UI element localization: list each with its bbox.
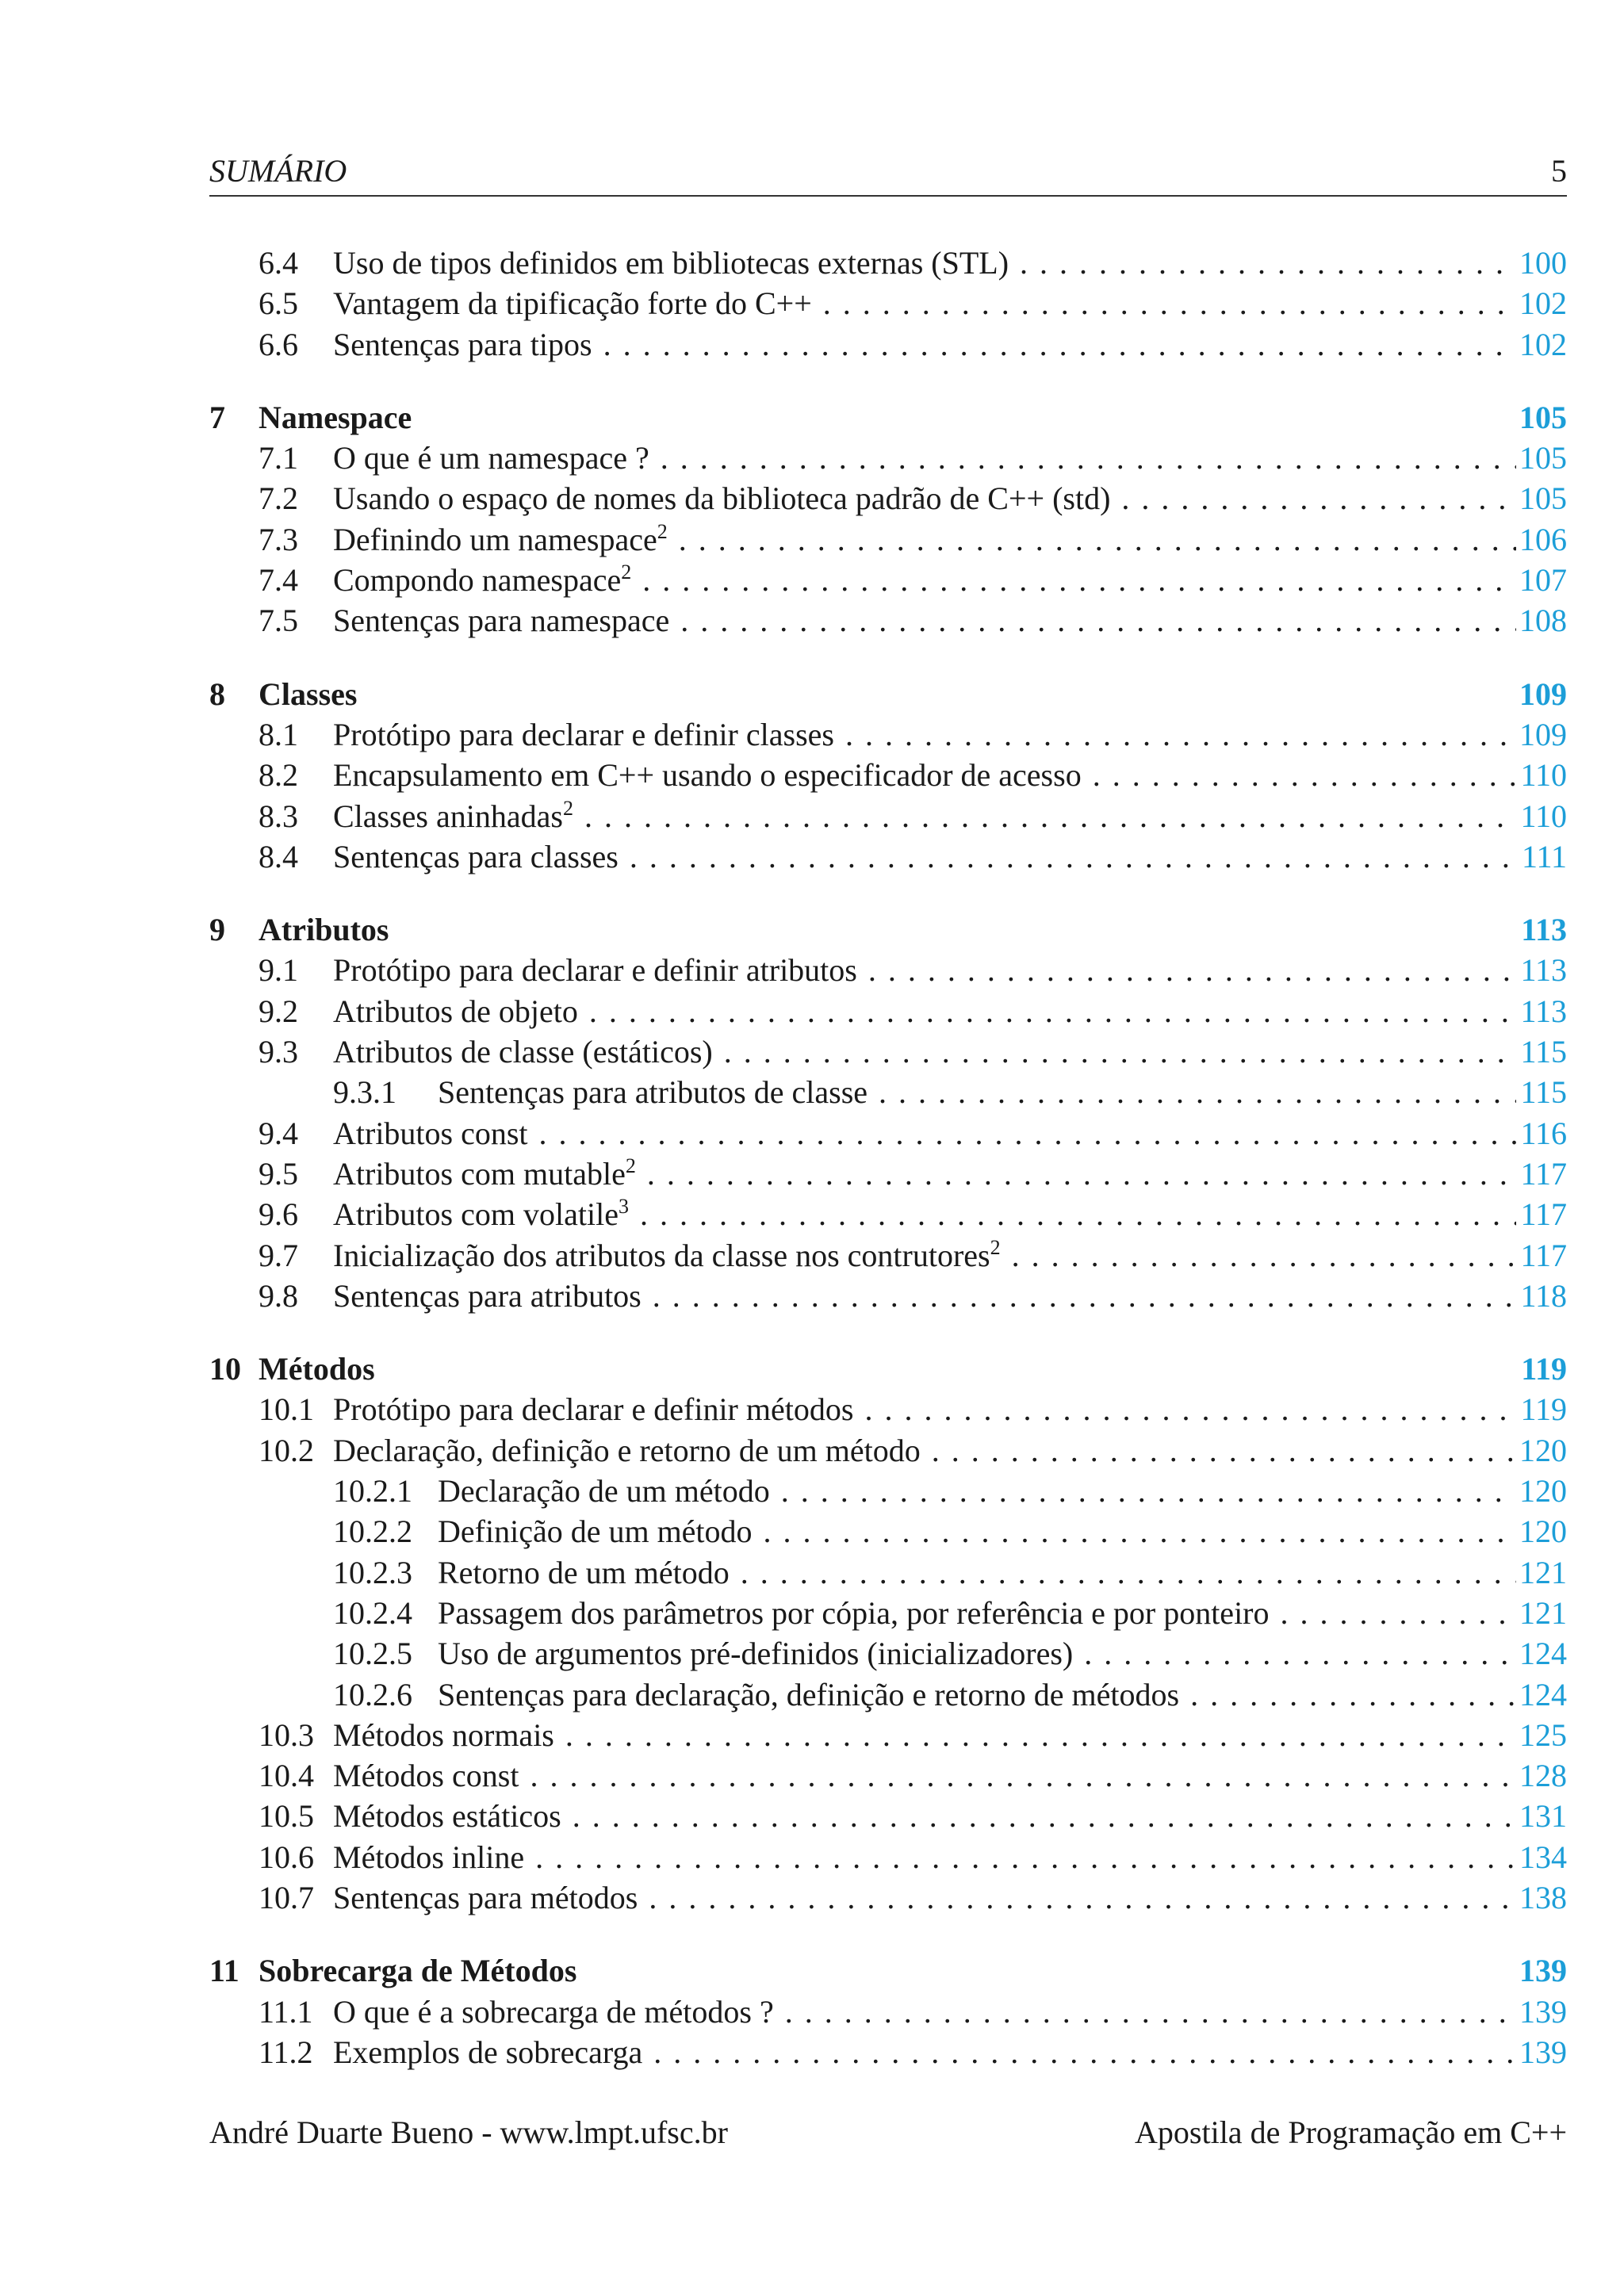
dot-leader [864,1389,1516,1429]
toc-entry-title-text: O que é a sobrecarga de métodos ? [333,1993,774,2030]
toc-entry-title[interactable] [438,1674,1179,1715]
dot-leader [1190,1674,1516,1715]
toc-page-link[interactable]: 113 [1521,912,1567,948]
toc-page-link[interactable]: 119 [1521,1351,1567,1387]
toc-entry-number: 7 [209,399,225,435]
toc-page-link[interactable]: 108 [1519,603,1567,639]
toc-entry-title-text: Compondo namespace [333,562,622,599]
toc-entry-number: 10.2.1 [333,1473,412,1510]
toc-page-link[interactable]: 134 [1519,1839,1567,1875]
toc-page-link[interactable]: 139 [1519,2034,1567,2070]
toc-entry-title[interactable] [333,438,649,478]
toc-entry-title-text: Métodos estáticos [333,1798,561,1835]
toc-page-link[interactable]: 124 [1519,1676,1567,1712]
dot-leader [535,1837,1516,1877]
toc-entry-title[interactable] [333,714,834,755]
dot-leader [1093,755,1516,795]
toc-entry-title-text: Sentenças para classes [333,838,619,874]
toc-entry-number: 8.1 [259,716,298,752]
toc-entry-title-text: O que é um namespace ? [333,440,649,476]
dot-leader [741,1552,1516,1593]
toc-entry-title-text: Métodos const [333,1758,519,1794]
toc-entry-title-text: Atributos [259,912,389,948]
toc-page-link[interactable]: 110 [1520,757,1567,794]
toc-section-entry[interactable] [209,950,1567,990]
toc-entry-title-text: Sentenças para tipos [333,326,592,362]
toc-section-entry[interactable] [209,560,1567,600]
toc-entry-title[interactable] [333,1755,519,1796]
toc-page-link[interactable]: 138 [1519,1879,1567,1915]
toc-subsection-entry[interactable] [209,1633,1567,1674]
toc-entry-title[interactable] [333,1796,561,1836]
toc-page-link[interactable]: 139 [1519,1953,1567,1989]
toc-section-entry[interactable] [209,1113,1567,1154]
toc-entry-number: 8.2 [259,757,298,794]
footnote-marker: 3 [618,1195,629,1219]
toc-entry-title[interactable] [333,324,592,365]
toc-entry-number: 9.1 [259,952,298,989]
dot-leader [573,1796,1516,1836]
dot-leader [630,836,1516,877]
toc-page-link[interactable]: 105 [1519,440,1567,476]
toc-entry-title[interactable] [259,1349,375,1389]
dot-leader [589,991,1516,1031]
toc-entry-title[interactable] [438,1072,868,1112]
toc-section-entry[interactable] [209,1796,1567,1836]
toc-entry-number: 11.2 [259,2034,313,2070]
toc-entry-number: 9.5 [259,1155,298,1192]
toc-section-entry[interactable] [209,1276,1567,1316]
dot-leader [823,283,1516,323]
dot-leader [653,2032,1516,2072]
toc-entry-title-text: Protótipo para declarar e definir classes [333,716,834,752]
toc-entry-number: 10.3 [259,1716,314,1753]
toc-page-link[interactable]: 117 [1520,1196,1567,1233]
toc-page-link[interactable]: 113 [1520,993,1567,1029]
toc-page-link[interactable]: 116 [1520,1115,1567,1151]
toc-section-entry[interactable] [209,283,1567,323]
toc-entry-title-text: Vantagem da tipificação forte do C++ [333,285,812,322]
toc-page-link[interactable]: 102 [1519,326,1567,362]
toc-page-link[interactable]: 111 [1521,838,1567,874]
dot-leader [653,1276,1516,1316]
toc-entry-title[interactable] [438,1593,1270,1633]
toc-section-entry[interactable] [209,1389,1567,1429]
toc-entry-title[interactable] [333,1430,921,1471]
toc-page-link[interactable]: 117 [1520,1237,1567,1273]
toc-entry-number: 6.5 [259,285,298,322]
dot-leader [781,1471,1516,1511]
toc-entry-title-text: Sentenças para métodos [333,1879,638,1915]
toc-entry-title[interactable] [259,674,357,714]
toc-page-link[interactable]: 105 [1519,399,1567,435]
toc-entry-title-text: Sentenças para declaração, definição e retorno de métodos [438,1676,1180,1712]
toc-entry-number: 10.2.6 [333,1676,412,1712]
dot-leader [785,1992,1516,2032]
toc-entry-number: 9.7 [259,1237,298,1273]
toc-page-link[interactable]: 110 [1520,798,1567,834]
toc-subsection-entry[interactable] [209,1072,1567,1112]
toc-entry-title[interactable] [333,796,573,836]
toc-entry-title-text: Classes [259,675,358,712]
toc-entry-title-text: Métodos inline [333,1839,525,1875]
dot-leader [932,1430,1516,1471]
toc-entry-number: 10.5 [259,1798,314,1835]
dot-leader [1121,478,1516,519]
toc-entry-title[interactable] [438,1511,753,1552]
footnote-marker: 2 [990,1235,1001,1259]
toc-page-link[interactable]: 106 [1519,521,1567,557]
toc-section-entry[interactable] [209,836,1567,877]
page-header [209,149,1567,197]
toc-page-link[interactable]: 139 [1519,1993,1567,2030]
toc-section-entry[interactable] [209,1992,1567,2032]
toc-section-entry[interactable] [209,1194,1567,1234]
toc-section-entry[interactable] [209,1755,1567,1796]
toc-entry-number: 10.2.3 [333,1554,412,1590]
toc-entry-number: 9.6 [259,1196,298,1233]
dot-leader [679,519,1516,560]
toc-entry-number: 10.2.4 [333,1594,412,1631]
toc-entry-title[interactable] [438,1471,770,1511]
toc-entry-title[interactable] [333,950,857,990]
toc-page-link[interactable]: 102 [1519,285,1567,322]
toc-subsection-entry[interactable] [209,1552,1567,1593]
toc-page-link[interactable]: 131 [1519,1798,1567,1835]
dot-leader [603,324,1516,365]
toc-page-link[interactable]: 120 [1519,1513,1567,1550]
toc-page-link[interactable]: 115 [1520,1034,1567,1070]
toc-entry-title[interactable] [333,1154,636,1194]
table-of-contents [209,243,1567,2072]
toc-chapter-entry[interactable] [209,1349,1567,1389]
toc-entry-number: 8.3 [259,798,298,834]
toc-entry-title-text: Passagem dos parâmetros por cópia, por referência e por ponteiro [438,1594,1270,1631]
toc-subsection-entry[interactable] [209,1593,1567,1633]
dot-leader [530,1755,1516,1796]
toc-entry-title[interactable] [333,1389,853,1429]
toc-entry-number: 9.3.1 [333,1074,396,1111]
toc-page-link[interactable]: 115 [1520,1074,1567,1111]
toc-section-entry[interactable] [209,1877,1567,1918]
toc-entry-title[interactable] [333,519,668,560]
toc-entry-title[interactable] [333,2032,642,2072]
dot-leader [565,1715,1516,1755]
toc-entry-title[interactable] [333,1877,638,1918]
toc-entry-title-text: Encapsulamento em C++ usando o especificador de acesso [333,757,1082,794]
toc-entry-title-text: Sentenças para atributos [333,1277,642,1314]
toc-page-link[interactable]: 118 [1520,1277,1567,1314]
toc-entry-title-text: Uso de tipos definidos em bibliotecas externas (STL) [333,245,1009,281]
toc-entry-title-text: Definindo um namespace [333,521,657,557]
dot-leader [764,1511,1516,1552]
toc-entry-title[interactable] [333,1235,1001,1276]
toc-entry-title[interactable] [333,1194,629,1234]
dot-leader [661,438,1516,478]
dot-leader [1084,1633,1516,1674]
dot-leader [1020,243,1516,283]
toc-entry-title-text: Atributos de objeto [333,993,578,1029]
toc-page-link[interactable]: 124 [1519,1636,1567,1672]
dot-leader [649,1877,1516,1918]
toc-entry-number: 8.4 [259,838,298,874]
toc-subsection-entry[interactable] [209,1674,1567,1715]
toc-entry-title[interactable] [259,397,412,438]
dot-leader [584,796,1516,836]
toc-entry-number: 9 [209,912,225,948]
toc-entry-title[interactable] [333,243,1009,283]
toc-section-entry[interactable] [209,1154,1567,1194]
toc-entry-number: 11 [209,1953,239,1989]
toc-entry-number: 7.3 [259,521,298,557]
toc-entry-title-text: Sentenças para atributos de classe [438,1074,868,1111]
toc-entry-number: 11.1 [259,1993,313,2030]
toc-page-link[interactable]: 105 [1519,480,1567,517]
dot-leader [642,560,1516,600]
toc-entry-title-text: Declaração de um método [438,1473,770,1510]
dot-leader [539,1113,1516,1154]
toc-entry-title[interactable] [333,1992,774,2032]
toc-chapter-entry[interactable] [209,909,1567,950]
toc-section-entry[interactable] [209,478,1567,519]
toc-entry-number: 9.3 [259,1034,298,1070]
toc-entry-title[interactable] [333,1031,713,1072]
toc-entry-number: 7.1 [259,440,298,476]
toc-entry-title[interactable] [333,1715,554,1755]
toc-entry-title[interactable] [333,1837,524,1877]
toc-section-entry[interactable] [209,796,1567,836]
toc-page-link[interactable]: 121 [1519,1594,1567,1631]
toc-entry-title-text: Uso de argumentos pré-definidos (inicializadores) [438,1636,1074,1672]
toc-entry-title-text: Métodos normais [333,1716,554,1753]
toc-chapter-entry[interactable] [209,397,1567,438]
toc-entry-title[interactable] [438,1633,1073,1674]
toc-entry-title[interactable] [333,600,669,641]
toc-entry-number: 6.6 [259,326,298,362]
toc-page-link[interactable]: 100 [1519,245,1567,281]
dot-leader [868,950,1516,990]
toc-page-link[interactable]: 120 [1519,1432,1567,1468]
toc-entry-title[interactable] [333,755,1082,795]
toc-page-link[interactable]: 113 [1520,952,1567,989]
page-number: 5 [1551,153,1567,189]
toc-entry-number: 10.2.2 [333,1513,412,1550]
dot-leader [845,714,1516,755]
toc-entry-title-text: Namespace [259,399,412,435]
toc-entry-title-text: Atributos const [333,1115,528,1151]
toc-entry-title[interactable] [333,560,631,600]
toc-entry-title[interactable] [259,1950,576,1991]
toc-page-link[interactable]: 119 [1520,1391,1567,1428]
toc-section-entry[interactable] [209,243,1567,283]
footer-author: André Duarte Bueno - www.lmpt.ufsc.br [209,2114,728,2150]
toc-entry-title-text: Protótipo para declarar e definir métodos [333,1391,854,1428]
toc-section-entry[interactable] [209,438,1567,478]
dot-leader [647,1154,1516,1194]
toc-entry-number: 10.2.5 [333,1636,412,1672]
toc-entry-title-text: Retorno de um método [438,1554,730,1590]
toc-page-link[interactable]: 128 [1519,1758,1567,1794]
toc-page-link[interactable]: 121 [1519,1554,1567,1590]
toc-entry-title-text: Usando o espaço de nomes da biblioteca padrão de C++ (std) [333,480,1111,517]
toc-entry-number: 9.2 [259,993,298,1029]
toc-chapter-entry[interactable] [209,1950,1567,1991]
toc-entry-number: 10 [209,1351,241,1387]
toc-page-link[interactable]: 117 [1520,1155,1567,1192]
toc-entry-title-text: Definição de um método [438,1513,753,1550]
toc-entry-title-text: Atributos de classe (estáticos) [333,1034,713,1070]
toc-page-link[interactable]: 107 [1519,562,1567,599]
toc-entry-number: 6.4 [259,245,298,281]
footnote-marker: 2 [621,561,632,584]
toc-entry-title[interactable] [333,283,812,323]
toc-section-entry[interactable] [209,519,1567,560]
toc-section-entry[interactable] [209,600,1567,641]
toc-section-entry[interactable] [209,1031,1567,1072]
running-title: SUMÁRIO [209,153,347,189]
toc-entry-title[interactable] [333,1276,642,1316]
toc-entry-title[interactable] [333,991,578,1031]
toc-section-entry[interactable] [209,1430,1567,1471]
toc-entry-title-text: Sentenças para namespace [333,603,670,639]
toc-section-entry[interactable] [209,991,1567,1031]
toc-subsection-entry[interactable] [209,1511,1567,1552]
toc-entry-number: 9.4 [259,1115,298,1151]
toc-section-entry[interactable] [209,2032,1567,2072]
footnote-marker: 2 [562,796,573,820]
toc-entry-title-text: Inicialização dos atributos da classe nos contrutores [333,1237,990,1273]
toc-entry-title-text: Declaração, definição e retorno de um método [333,1432,921,1468]
toc-entry-number: 10.1 [259,1391,314,1428]
toc-entry-number: 10.2 [259,1432,314,1468]
toc-entry-title-text: Classes aninhadas [333,798,563,834]
toc-page-link[interactable]: 109 [1519,675,1567,712]
toc-section-entry[interactable] [209,1235,1567,1276]
dot-leader [724,1031,1516,1072]
toc-entry-number: 8 [209,675,225,712]
toc-page-link[interactable]: 120 [1519,1473,1567,1510]
dot-leader [879,1072,1516,1112]
toc-section-entry[interactable] [209,1715,1567,1755]
toc-entry-title-text: Sobrecarga de Métodos [259,1953,577,1989]
toc-entry-title[interactable] [438,1552,730,1593]
toc-entry-title-text: Exemplos de sobrecarga [333,2034,643,2070]
dot-leader [640,1194,1516,1234]
toc-entry-number: 10.4 [259,1758,314,1794]
page-footer [209,2110,1567,2155]
toc-entry-number: 7.5 [259,603,298,639]
toc-entry-number: 7.4 [259,562,298,599]
toc-entry-title-text: Atributos com volatile [333,1196,619,1233]
toc-entry-title-text: Atributos com mutable [333,1155,626,1192]
toc-entry-title-text: Métodos [259,1351,375,1387]
toc-chapter-entry[interactable] [209,674,1567,714]
footer-book-title: Apostila de Programação em C++ [1135,2114,1567,2150]
toc-entry-number: 10.7 [259,1879,314,1915]
toc-entry-title[interactable] [333,1113,528,1154]
toc-section-entry[interactable] [209,324,1567,365]
dot-leader [1012,1235,1516,1276]
toc-entry-title[interactable] [333,478,1110,519]
toc-page-link[interactable]: 109 [1519,716,1567,752]
toc-subsection-entry[interactable] [209,1471,1567,1511]
toc-section-entry[interactable] [209,714,1567,755]
footnote-marker: 2 [625,1154,636,1177]
footnote-marker: 2 [657,519,668,543]
toc-entry-number: 7.2 [259,480,298,517]
toc-entry-title-text: Protótipo para declarar e definir atributos [333,952,857,989]
toc-entry-title[interactable] [333,836,619,877]
toc-entry-number: 10.6 [259,1839,314,1875]
toc-section-entry[interactable] [209,755,1567,795]
toc-entry-title[interactable] [259,909,389,950]
dot-leader [680,600,1516,641]
toc-entry-number: 9.8 [259,1277,298,1314]
toc-section-entry[interactable] [209,1837,1567,1877]
toc-page-link[interactable]: 125 [1519,1716,1567,1753]
dot-leader [1281,1593,1517,1633]
